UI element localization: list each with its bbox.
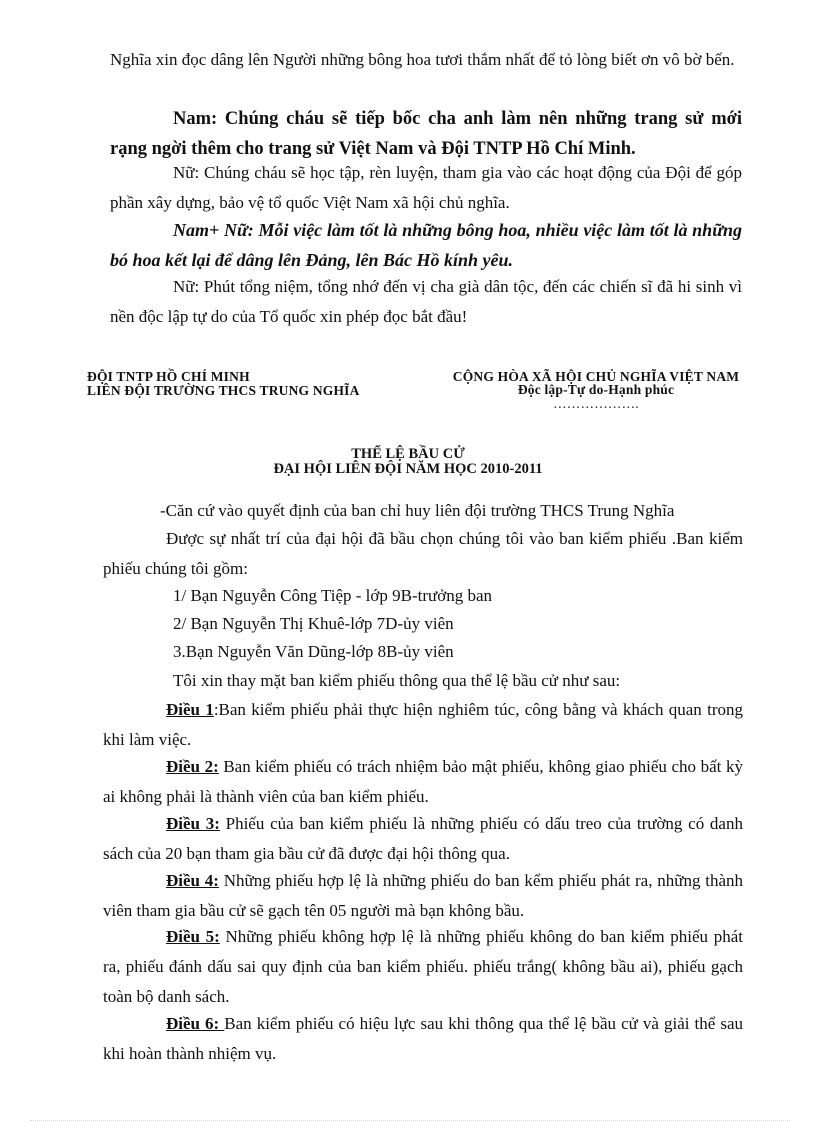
document-title-line-2: ĐẠI HỘI LIÊN ĐỘI NĂM HỌC 2010-2011 <box>273 461 543 477</box>
intro-paragraph-1: Nghĩa xin đọc dâng lên Người những bông hoa tươi thắm nhất để tỏ lòng biết ơn vô bờ bến. <box>110 50 735 69</box>
body-paragraph-1: -Căn cứ vào quyết định của ban chỉ huy liên đội trường THCS Trung Nghĩa <box>160 501 675 520</box>
article-1 <box>103 695 743 755</box>
article-4 <box>103 866 743 926</box>
header-left-line-2: LIÊN ĐỘI TRƯỜNG THCS TRUNG NGHĨA <box>87 383 360 398</box>
article-3-text: Phiếu của ban kiểm phiếu là những phiếu có dấu treo của trường có danh sách của 20 bạn tham gia bầu cử đã được đại hội thông qua. <box>103 814 743 863</box>
header-right-line-1: CỘNG HÒA XÃ HỘI CHỦ NGHĨA VIỆT NAM <box>452 369 740 384</box>
article-6-text: Ban kiểm phiếu có hiệu lực sau khi thông qua thể lệ bầu cử và giải thể sau khi hoàn thành nhiệm vụ. <box>103 1014 743 1063</box>
intro-paragraph-2: Nam: Chúng cháu sẽ tiếp bốc cha anh làm nên những trang sử mới rạng ngời thêm cho trang sử Việt Nam và Đội TNTP Hồ Chí Minh. <box>110 109 742 159</box>
header-right-line-2: Độc lập-Tự do-Hạnh phúc <box>517 382 675 397</box>
document-title-line-1: THỂ LỆ BẦU CỬ <box>351 446 465 462</box>
page-bottom-divider <box>30 1120 790 1121</box>
article-3-label: Điều 3: <box>166 814 220 833</box>
article-5-label: Điều 5: <box>166 927 220 946</box>
article-2 <box>103 752 743 812</box>
article-4-label: Điều 4: <box>166 871 219 890</box>
article-6 <box>103 1009 743 1069</box>
article-3 <box>103 809 743 869</box>
intro-paragraph-3: Nữ: Chúng cháu sẽ học tập, rèn luyện, tham gia vào các hoạt động của Đội để góp phần xây dựng, bảo vệ tổ quốc Việt Nam xã hội chủ nghĩa. <box>110 163 742 212</box>
article-6-label: Điều 6: <box>166 1014 225 1033</box>
intro-paragraph-5: Nữ: Phút tổng niệm, tổng nhớ đến vị cha già dân tộc, đến các chiến sĩ đã hi sinh vì nền độc lập tự do của Tổ quốc xin phép đọc bắt đầu! <box>110 277 742 326</box>
intro-paragraph-4: Nam+ Nữ: Mỗi việc làm tốt là những bông hoa, nhiều việc làm tốt là những bó hoa kết lại để dâng lên Đảng, lên Bác Hồ kính yêu. <box>110 220 742 270</box>
header-right-dots: ………………. <box>553 396 639 411</box>
article-5-text: Những phiếu không hợp lệ là những phiếu không do ban kiểm phiếu phát ra, phiếu đánh dấu sai quy định của ban kiểm phiếu. phiếu trắng( không bầu ai), phiếu gạch toàn bộ danh sách. <box>103 927 743 1006</box>
article-1-text: :Ban kiểm phiếu phải thực hiện nghiêm túc, công bằng và khách quan trong khi làm việc. <box>103 700 744 749</box>
article-2-label: Điều 2: <box>166 757 219 776</box>
article-2-text: Ban kiểm phiếu có trách nhiệm bảo mật phiếu, không giao phiếu cho bất kỳ ai không phải là thành viên của ban kiểm phiếu. <box>103 757 743 806</box>
member-item-2: 2/ Bạn Nguyễn Thị Khuê-lớp 7D-ủy viên <box>173 614 454 633</box>
article-5 <box>103 922 743 1012</box>
body-paragraph-3: Tôi xin thay mặt ban kiểm phiếu thông qua thể lệ bầu cử như sau: <box>173 671 621 690</box>
member-item-1: 1/ Bạn Nguyễn Công Tiệp - lớp 9B-trưởng ban <box>173 586 493 605</box>
article-4-text: Những phiếu hợp lệ là những phiếu do ban kểm phiếu phát ra, những thành viên tham gia bầu cử sẽ gạch tên 05 người mà bạn không bầu. <box>103 871 743 920</box>
article-1-label: Điều 1 <box>166 700 214 719</box>
header-left-line-1: ĐỘI TNTP HỒ CHÍ MINH <box>87 369 250 384</box>
body-paragraph-2: Được sự nhất trí của đại hội đã bầu chọn chúng tôi vào ban kiểm phiếu .Ban kiểm phiếu chúng tôi gồm: <box>103 529 743 578</box>
member-item-3: 3.Bạn Nguyễn Văn Dũng-lớp 8B-ủy viên <box>173 642 454 661</box>
